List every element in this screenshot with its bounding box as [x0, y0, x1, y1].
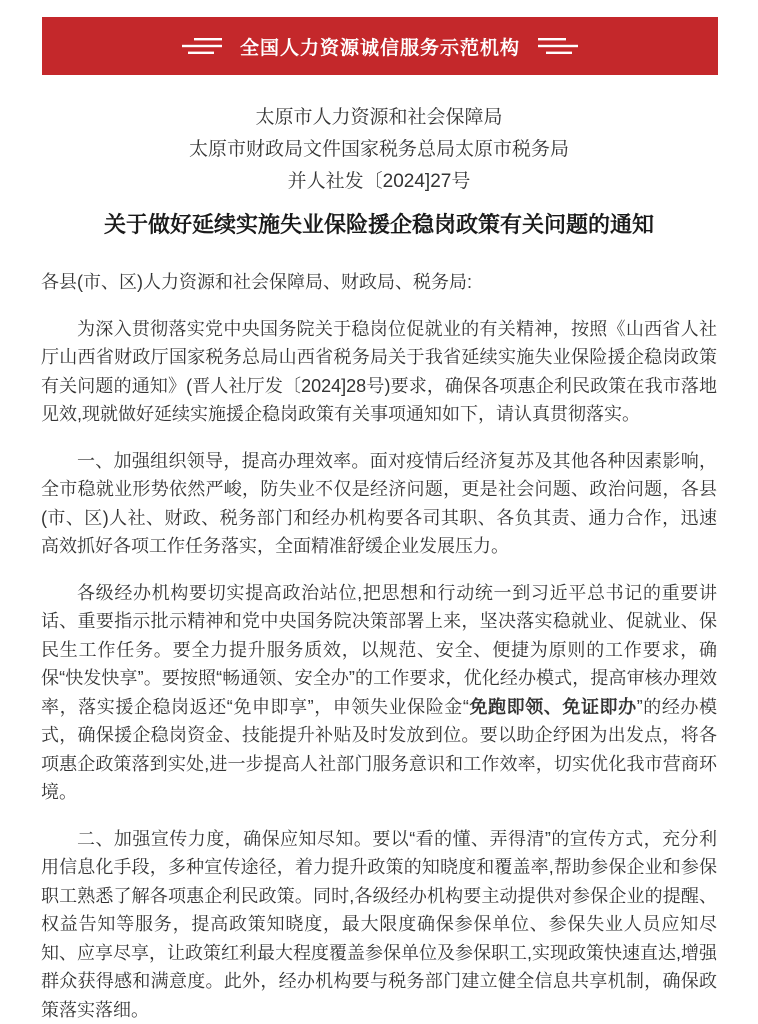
paragraph-text-after-bold: ”的经办模式，确保援企稳岗资金、技能提升补贴及时发放到位。要以助企纾困为出发点，将各项惠企政策落到实处,进一步提高人社部门服务意识和工作效率，切实优化我市营商环境。: [41, 697, 717, 803]
document-page: [0, 17, 758, 966]
speed-lines-right-icon: [534, 36, 580, 56]
paragraph-section-2: 二、加强宣传力度，确保应知尽知。要以“看的懂、弄得清”的宣传方式，充分利用信息化手段，多种宣传途径，着力提升政策的知晓度和覆盖率,帮助参保企业和参保职工熟悉了解各项惠企利民政策。同时,各级经办机构要主动提供对参保企业的提醒、权益告知等服务，提高政策知晓度，最大限度确保参保单位、参保失业人员应知尽知、应享尽享，让政策红利最大程度覆盖参保单位及参保职工,实现政策快速直达,增强群众获得感和满意度。此外，经办机构要与税务部门建立健全信息共享机制，确保政策落实落细。: [41, 825, 717, 1024]
certification-banner: [42, 17, 718, 75]
paragraph-section-1-detail: [41, 579, 717, 807]
paragraph-section-1: 一、加强组织领导，提高办理效率。面对疫情后经济复苏及其他各种因素影响，全市稳就业形势依然严峻，防失业不仅是经济问题，更是社会问题、政治问题，各县(市、区)人社、财政、税务部门和经办机构要各司其职、各负其责、通力合作，迅速高效抓好各项工作任务落实，全面精准舒缓企业发展压力。: [41, 447, 717, 561]
issuing-agency-line-2: 太原市财政局文件国家税务总局太原市税务局: [41, 134, 717, 166]
paragraph-text-before-bold: 各级经办机构要切实提高政治站位,把思想和行动统一到习近平总书记的重要讲话、重要指示批示精神和党中央国务院决策部署上来，坚决落实稳就业、促就业、保民生工作任务。要全力提升服务质效，以规范、安全、便捷为原则的工作要求，确保“快发快享”。要按照“畅通领、安全办”的工作要求，优化经办模式，提高审核办理效率，落实援企稳岗返还“免申即享”，申领失业保险金“: [41, 583, 717, 717]
paragraph-intro: 为深入贯彻落实党中央国务院关于稳岗位促就业的有关精神，按照《山西省人社厅山西省财政厅国家税务总局山西省税务局关于我省延续实施失业保险援企稳岗政策有关问题的通知》(晋人社厅发〔2024]28号)要求，确保各项惠企利民政策在我市落地见效,现就做好延续实施援企稳岗政策有关事项通知如下，请认真贯彻落实。: [41, 315, 717, 429]
salutation-line: 各县(市、区)人力资源和社会保障局、财政局、税务局:: [41, 268, 717, 297]
bold-policy-phrase: 免跑即领、免证即办: [469, 697, 637, 717]
issuing-agency-line-1: 太原市人力资源和社会保障局: [41, 102, 717, 134]
banner-title: 全国人力资源诚信服务示范机构: [240, 33, 520, 60]
speed-lines-left-icon: [180, 36, 226, 56]
notice-document: [0, 102, 758, 1024]
document-body: [41, 268, 717, 1024]
document-number: 并人社发〔2024]27号: [41, 166, 717, 198]
document-title: 关于做好延续实施失业保险援企稳岗政策有关问题的通知: [41, 208, 717, 242]
